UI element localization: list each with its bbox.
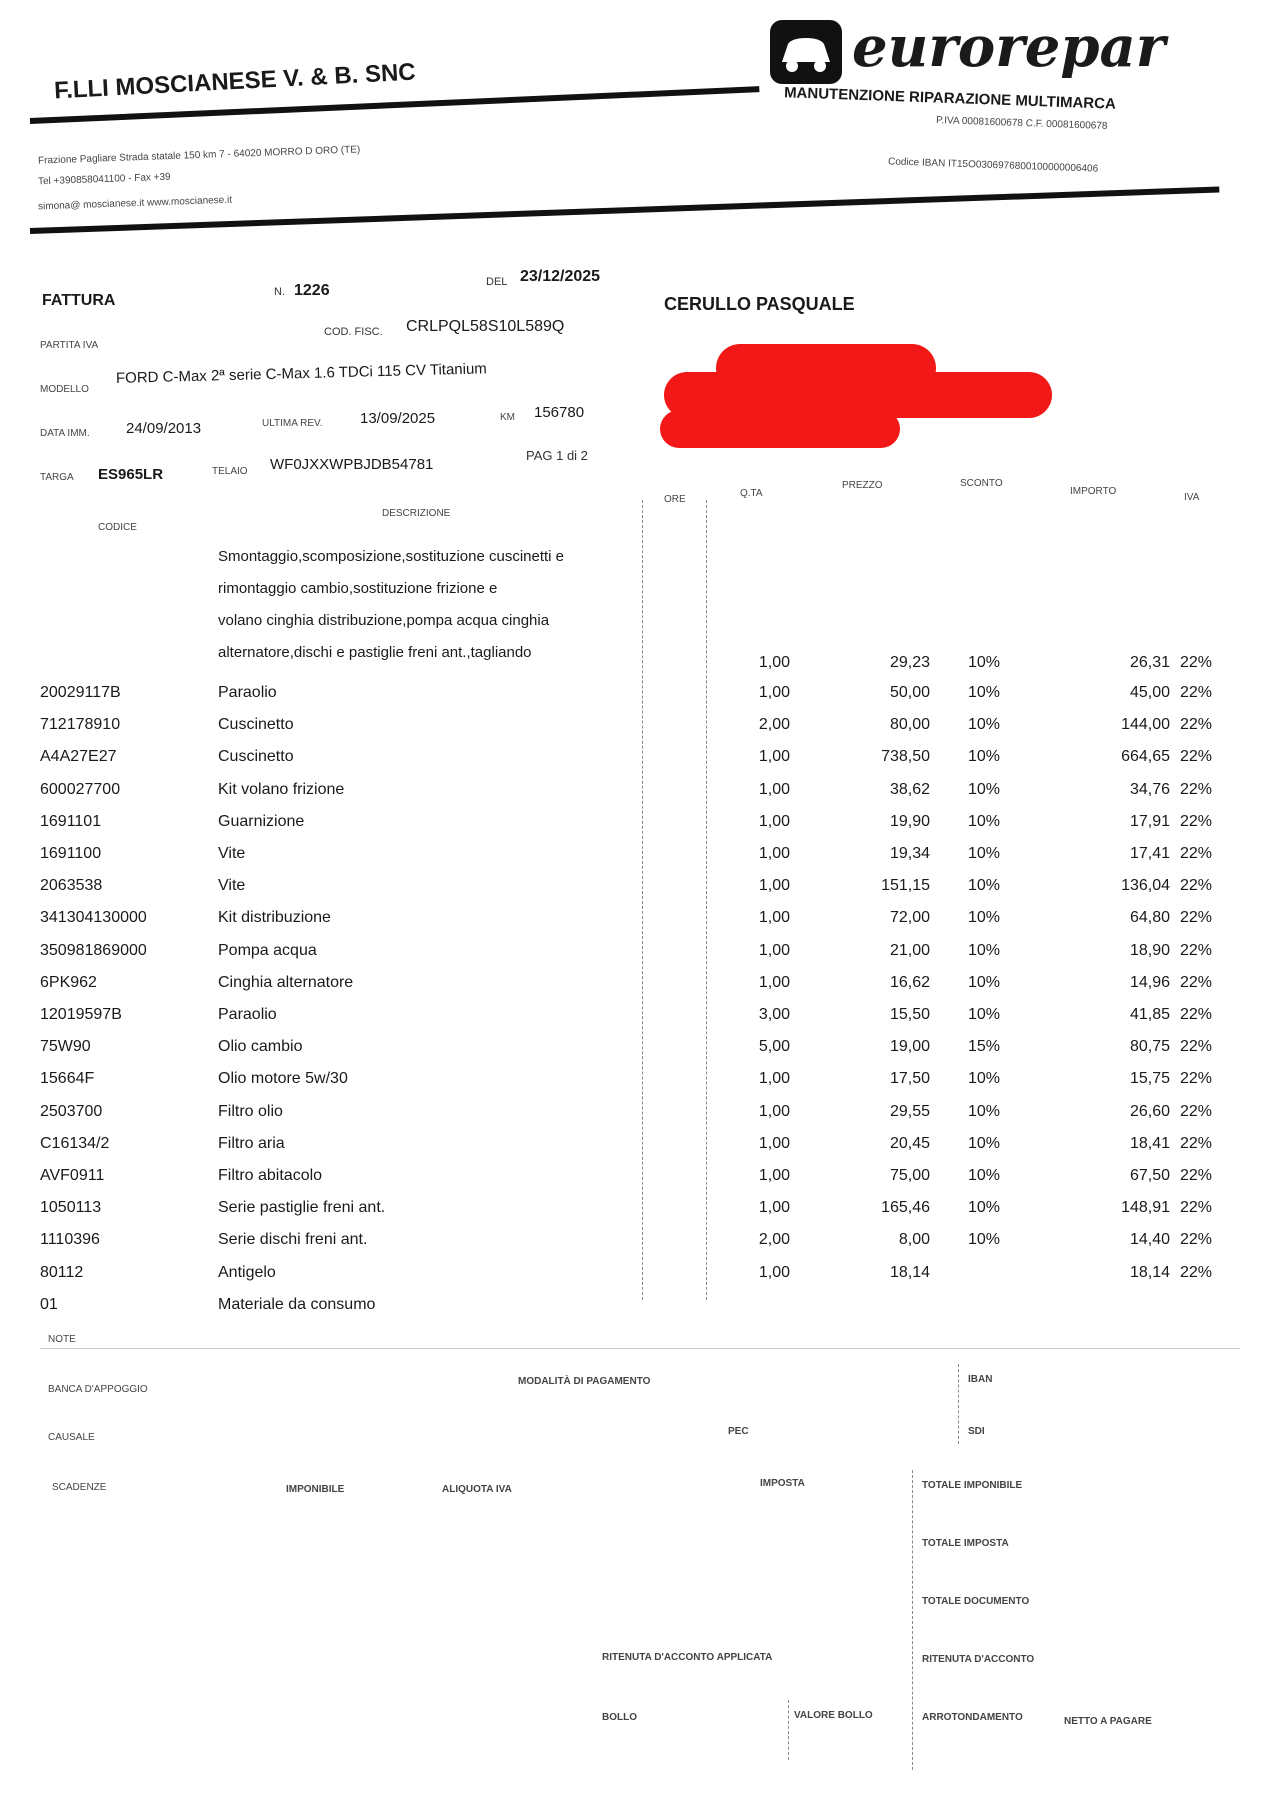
sconto-cell: 10% xyxy=(968,716,1001,734)
sconto-cell: 10% xyxy=(968,845,1001,862)
prezzo-cell: 738,50 xyxy=(881,748,930,766)
scadenze-label: SCADENZE xyxy=(52,1482,107,1493)
code-cell: 600027700 xyxy=(40,780,121,798)
iva-cell: 22% xyxy=(1180,780,1213,798)
company-address: Frazione Pagliare Strada statale 150 km 7 - 64020 MORRO D ORO (TE) xyxy=(37,144,361,167)
km-label: KM xyxy=(500,412,515,423)
invoice-number-label: N. xyxy=(274,286,285,298)
header-importo: IMPORTO xyxy=(1070,486,1117,497)
telaio: WF0JXXWPBJDB54781 xyxy=(270,456,434,473)
table-row xyxy=(0,781,1280,813)
code-cell: 1050113 xyxy=(40,1199,102,1217)
importo-cell: 26,31 xyxy=(1129,654,1170,671)
importo-cell: 144,00 xyxy=(1121,716,1170,734)
sconto-cell: 10% xyxy=(968,909,1001,927)
qta-cell: 1,00 xyxy=(758,973,790,991)
imposta-label: IMPOSTA xyxy=(760,1478,805,1489)
table-row xyxy=(0,1167,1280,1199)
code-cell: 2503700 xyxy=(40,1102,103,1120)
code-cell: AVF0911 xyxy=(40,1167,105,1184)
header-iva: IVA xyxy=(1184,492,1200,503)
brand-iban: Codice IBAN IT15O0306976800100000006406 xyxy=(887,156,1099,175)
qta-cell: 1,00 xyxy=(758,812,790,830)
code-cell: 01 xyxy=(40,1295,58,1313)
sconto-cell: 10% xyxy=(968,1070,1001,1088)
description-cell: Kit volano frizione xyxy=(218,780,345,798)
importo-cell: 67,50 xyxy=(1129,1167,1170,1184)
iva-cell: 22% xyxy=(1180,1070,1213,1088)
table-row xyxy=(0,1135,1280,1167)
importo-cell: 17,91 xyxy=(1129,812,1170,830)
qta-cell: 3,00 xyxy=(758,1006,790,1023)
iva-cell: 22% xyxy=(1180,909,1213,927)
description-cell: Cuscinetto xyxy=(218,748,294,766)
sconto-cell: 10% xyxy=(968,1167,1001,1184)
importo-cell: 26,60 xyxy=(1129,1102,1170,1120)
bollo-divider xyxy=(788,1700,790,1760)
iva-cell: 22% xyxy=(1180,1006,1213,1023)
partita-iva-label: PARTITA IVA xyxy=(40,340,99,351)
description-cell: Filtro abitacolo xyxy=(218,1167,323,1184)
importo-cell: 18,41 xyxy=(1129,1134,1170,1152)
table-row xyxy=(0,1199,1280,1231)
intro-line: rimontaggio cambio,sostituzione frizione e xyxy=(218,580,498,597)
invoice-number: 1226 xyxy=(294,282,330,299)
description-cell: Antigelo xyxy=(218,1263,276,1281)
qta-cell: 1,00 xyxy=(758,654,790,671)
sconto-cell: 10% xyxy=(968,1199,1001,1217)
code-cell: 20029117B xyxy=(40,684,121,701)
description-cell: Filtro olio xyxy=(218,1102,283,1120)
iva-cell: 22% xyxy=(1180,684,1213,701)
importo-cell: 15,75 xyxy=(1129,1070,1170,1088)
prezzo-cell: 75,00 xyxy=(889,1167,930,1184)
header-sconto: SCONTO xyxy=(960,478,1003,489)
intro-line: Smontaggio,scomposizione,sostituzione cuscinetti e xyxy=(218,548,565,565)
qta-cell: 1,00 xyxy=(758,1102,790,1120)
modello: FORD C-Max 2ª serie C-Max 1.6 TDCi 115 CV Titanium xyxy=(115,360,488,387)
code-cell: A4A27E27 xyxy=(40,748,117,766)
table-row xyxy=(0,1264,1280,1296)
iva-cell: 22% xyxy=(1180,877,1213,895)
qta-cell: 1,00 xyxy=(758,684,790,701)
importo-cell: 80,75 xyxy=(1129,1038,1170,1056)
note-label: NOTE xyxy=(48,1334,76,1345)
header-codice: CODICE xyxy=(98,522,137,533)
qta-cell: 1,00 xyxy=(758,941,790,959)
code-cell: 12019597B xyxy=(40,1006,122,1023)
table-row xyxy=(0,974,1280,1006)
importo-cell: 148,91 xyxy=(1121,1199,1170,1217)
description-cell: Filtro aria xyxy=(218,1134,285,1152)
code-cell: 1691100 xyxy=(40,845,102,862)
footer-divider xyxy=(958,1364,960,1444)
importo-cell: 64,80 xyxy=(1129,909,1170,927)
description-cell: Materiale da consumo xyxy=(218,1295,376,1313)
iva-cell: 22% xyxy=(1180,941,1213,959)
iva-cell: 22% xyxy=(1180,812,1213,830)
sconto-cell: 15% xyxy=(968,1038,1001,1056)
description-cell: Cinghia alternatore xyxy=(218,973,354,991)
prezzo-cell: 18,14 xyxy=(889,1263,930,1281)
description-cell: Vite xyxy=(218,845,246,862)
description-cell: Kit distribuzione xyxy=(218,909,331,927)
description-cell: Vite xyxy=(218,877,246,895)
qta-cell: 5,00 xyxy=(758,1038,790,1056)
description-cell: Olio motore 5w/30 xyxy=(218,1070,348,1088)
importo-cell: 45,00 xyxy=(1129,684,1170,701)
iva-cell: 22% xyxy=(1180,1263,1213,1281)
importo-cell: 41,85 xyxy=(1129,1006,1170,1023)
description-cell: Olio cambio xyxy=(218,1038,303,1056)
intro-line: alternatore,dischi e pastiglie freni ant.,tagliando xyxy=(218,644,532,661)
sconto-cell: 10% xyxy=(968,684,1001,701)
iva-cell: 22% xyxy=(1180,654,1213,671)
prezzo-cell: 38,62 xyxy=(889,780,930,798)
netto-label: NETTO A PAGARE xyxy=(1064,1716,1152,1727)
qta-cell: 1,00 xyxy=(758,1070,790,1088)
iva-cell: 22% xyxy=(1180,973,1213,991)
prezzo-cell: 29,55 xyxy=(889,1102,930,1120)
table-row xyxy=(0,1038,1280,1070)
sconto-cell: 10% xyxy=(968,1134,1001,1152)
qta-cell: 1,00 xyxy=(758,909,790,927)
totals-divider xyxy=(912,1470,914,1770)
iva-cell: 22% xyxy=(1180,1134,1213,1152)
qta-cell: 1,00 xyxy=(758,780,790,798)
prezzo-cell: 80,00 xyxy=(889,716,930,734)
importo-cell: 17,41 xyxy=(1129,845,1170,862)
header-ore: ORE xyxy=(664,494,686,505)
header-prezzo: PREZZO xyxy=(842,480,883,491)
table-row xyxy=(0,1070,1280,1102)
code-cell: 15664F xyxy=(40,1070,95,1088)
code-cell: 6PK962 xyxy=(40,973,97,991)
importo-cell: 18,90 xyxy=(1129,941,1170,959)
header-qta: Q.TA xyxy=(740,488,763,499)
company-phone: Tel +390858041100 - Fax +39 xyxy=(37,171,171,188)
targa: ES965LR xyxy=(98,466,164,483)
invoice-title: FATTURA xyxy=(42,292,116,309)
header-rule-bottom xyxy=(30,186,1219,234)
intro-values-row xyxy=(0,654,1280,686)
importo-cell: 14,96 xyxy=(1129,973,1170,991)
sconto-cell: 10% xyxy=(968,1231,1001,1249)
totale-imponibile-label: TOTALE IMPONIBILE xyxy=(922,1480,1023,1491)
table-row xyxy=(0,1296,1280,1328)
prezzo-cell: 29,23 xyxy=(889,654,930,671)
cod-fisc-label: COD. FISC. xyxy=(324,326,383,338)
code-cell: 1110396 xyxy=(40,1231,100,1249)
table-row xyxy=(0,1006,1280,1038)
qta-cell: 1,00 xyxy=(758,748,790,766)
qta-cell: 1,00 xyxy=(758,1199,790,1217)
table-row xyxy=(0,877,1280,909)
iva-cell: 22% xyxy=(1180,748,1213,766)
qta-cell: 1,00 xyxy=(758,1263,790,1281)
sconto-cell: 10% xyxy=(968,941,1001,959)
prezzo-cell: 21,00 xyxy=(889,941,930,959)
iva-cell: 22% xyxy=(1180,1199,1213,1217)
code-cell: 350981869000 xyxy=(40,941,147,959)
ultima-rev: 13/09/2025 xyxy=(360,410,436,427)
iva-cell: 22% xyxy=(1180,1167,1213,1184)
modalita-label: MODALITÀ DI PAGAMENTO xyxy=(518,1376,651,1387)
description-cell: Paraolio xyxy=(218,1006,277,1023)
code-cell: 80112 xyxy=(40,1263,84,1281)
prezzo-cell: 50,00 xyxy=(889,684,930,701)
table-row xyxy=(0,845,1280,877)
brand-piva: P.IVA 00081600678 C.F. 00081600678 xyxy=(935,115,1108,132)
iban-label: IBAN xyxy=(968,1374,993,1385)
banca-label: BANCA D'APPOGGIO xyxy=(48,1384,148,1395)
qta-cell: 1,00 xyxy=(758,877,790,895)
qta-cell: 2,00 xyxy=(758,716,790,734)
description-cell: Paraolio xyxy=(218,684,277,701)
table-row xyxy=(0,748,1280,780)
importo-cell: 18,14 xyxy=(1129,1263,1170,1281)
description-cell: Pompa acqua xyxy=(218,941,317,959)
totale-imposta-label: TOTALE IMPOSTA xyxy=(922,1538,1009,1549)
qta-cell: 2,00 xyxy=(758,1231,790,1249)
ritenuta-applicata-label: RITENUTA D'ACCONTO APPLICATA xyxy=(602,1652,773,1663)
sconto-cell: 10% xyxy=(968,1006,1001,1023)
importo-cell: 136,04 xyxy=(1121,877,1170,895)
importo-cell: 14,40 xyxy=(1129,1231,1170,1249)
brand-tagline: MANUTENZIONE RIPARAZIONE MULTIMARCA xyxy=(783,84,1117,113)
iva-cell: 22% xyxy=(1180,1102,1213,1120)
code-cell: C16134/2 xyxy=(40,1134,110,1152)
header-descrizione: DESCRIZIONE xyxy=(382,508,451,519)
importo-cell: 664,65 xyxy=(1121,748,1170,766)
sconto-cell: 10% xyxy=(968,973,1001,991)
iva-cell: 22% xyxy=(1180,716,1213,734)
description-cell: Serie dischi freni ant. xyxy=(218,1231,368,1249)
table-row xyxy=(0,942,1280,974)
company-email: simona@ moscianese.it www.moscianese.it xyxy=(37,194,233,213)
qta-cell: 1,00 xyxy=(758,1167,790,1184)
iva-cell: 22% xyxy=(1180,845,1213,862)
prezzo-cell: 8,00 xyxy=(898,1231,930,1249)
sconto-cell: 10% xyxy=(968,748,1001,766)
description-cell: Guarnizione xyxy=(218,812,305,830)
bollo-label: BOLLO xyxy=(602,1712,637,1723)
table-row xyxy=(0,684,1280,716)
prezzo-cell: 72,00 xyxy=(889,909,930,927)
data-imm-label: DATA IMM. xyxy=(40,428,90,439)
intro-line: volano cinghia distribuzione,pompa acqua cinghia xyxy=(218,612,550,629)
targa-label: TARGA xyxy=(40,472,74,483)
code-cell: 712178910 xyxy=(40,716,121,734)
company-name: F.LLI MOSCIANESE V. & B. SNC xyxy=(53,58,417,105)
description-cell: Cuscinetto xyxy=(218,716,294,734)
sconto-cell: 10% xyxy=(968,812,1001,830)
table-row xyxy=(0,813,1280,845)
page-indicator: PAG 1 di 2 xyxy=(526,448,588,463)
car-logo-icon xyxy=(770,20,842,84)
sconto-cell: 10% xyxy=(968,877,1001,895)
invoice-date: 23/12/2025 xyxy=(520,268,601,285)
prezzo-cell: 16,62 xyxy=(889,973,930,991)
table-row xyxy=(0,1103,1280,1135)
km: 156780 xyxy=(534,404,585,421)
customer-name: CERULLO PASQUALE xyxy=(664,294,855,314)
telaio-label: TELAIO xyxy=(212,466,248,477)
sdi-label: SDI xyxy=(968,1426,985,1437)
footer-rule xyxy=(40,1348,1240,1349)
valore-bollo-label: VALORE BOLLO xyxy=(794,1710,873,1721)
data-imm: 24/09/2013 xyxy=(126,420,202,437)
code-cell: 1691101 xyxy=(40,812,102,830)
aliquota-label: ALIQUOTA IVA xyxy=(442,1484,512,1495)
prezzo-cell: 17,50 xyxy=(889,1070,930,1088)
prezzo-cell: 19,90 xyxy=(889,812,930,830)
prezzo-cell: 15,50 xyxy=(889,1006,930,1023)
sconto-cell: 10% xyxy=(968,780,1001,798)
brand-name: eurorepar xyxy=(852,14,1166,80)
table-row xyxy=(0,716,1280,748)
pec-label: PEC xyxy=(728,1426,749,1437)
qta-cell: 1,00 xyxy=(758,1134,790,1152)
prezzo-cell: 151,15 xyxy=(881,877,930,895)
code-cell: 75W90 xyxy=(40,1038,91,1056)
prezzo-cell: 20,45 xyxy=(889,1134,930,1152)
code-cell: 2063538 xyxy=(40,877,103,895)
redaction-mark xyxy=(660,410,900,448)
prezzo-cell: 19,34 xyxy=(889,845,930,862)
cod-fisc: CRLPQL58S10L589Q xyxy=(406,318,565,335)
prezzo-cell: 165,46 xyxy=(881,1199,930,1217)
importo-cell: 34,76 xyxy=(1129,780,1170,798)
arrotondamento-label: ARROTONDAMENTO xyxy=(922,1712,1023,1723)
table-row xyxy=(0,1231,1280,1263)
ultima-rev-label: ULTIMA REV. xyxy=(262,418,323,429)
iva-cell: 22% xyxy=(1180,1231,1213,1249)
sconto-cell: 10% xyxy=(968,1102,1001,1120)
invoice-date-label: DEL xyxy=(486,276,508,288)
prezzo-cell: 19,00 xyxy=(889,1038,930,1056)
sconto-cell: 10% xyxy=(968,654,1001,671)
description-cell: Serie pastiglie freni ant. xyxy=(218,1199,386,1217)
table-row xyxy=(0,909,1280,941)
totale-documento-label: TOTALE DOCUMENTO xyxy=(922,1596,1030,1607)
imponibile-label: IMPONIBILE xyxy=(286,1484,345,1495)
code-cell: 341304130000 xyxy=(40,909,147,927)
causale-label: CAUSALE xyxy=(48,1432,95,1443)
iva-cell: 22% xyxy=(1180,1038,1213,1056)
modello-label: MODELLO xyxy=(40,384,89,395)
qta-cell: 1,00 xyxy=(758,845,790,862)
ritenuta-label: RITENUTA D'ACCONTO xyxy=(922,1654,1035,1665)
